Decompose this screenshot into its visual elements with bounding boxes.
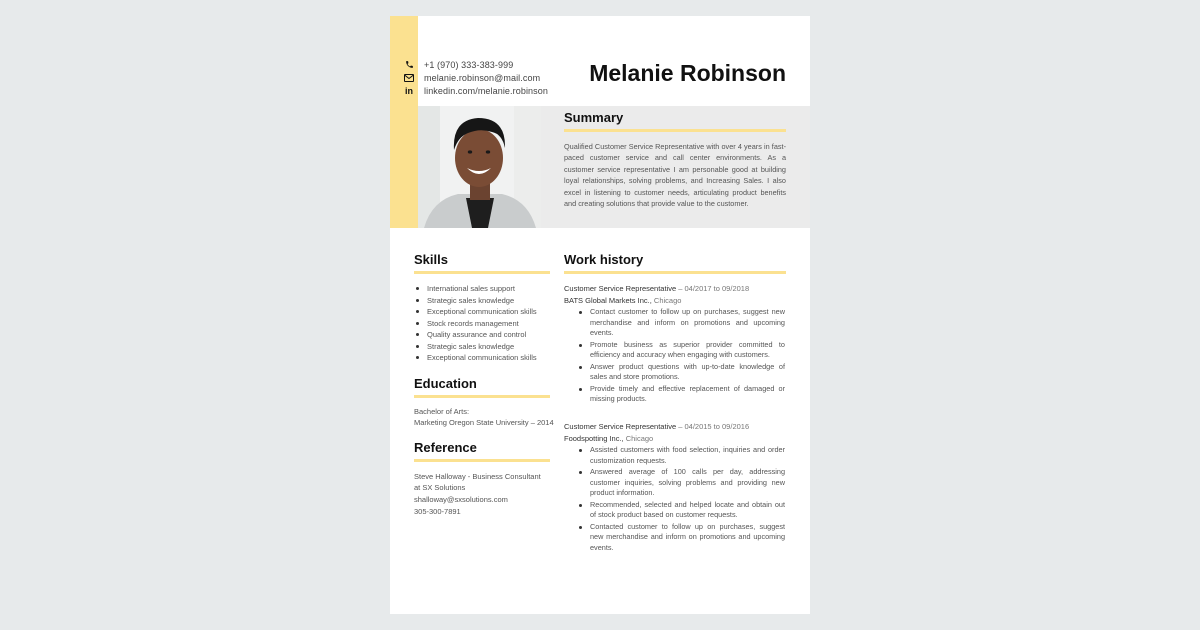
phone-icon [402,58,416,71]
education-underline [414,395,550,398]
linkedin-text: linkedin.com/melanie.robinson [424,85,548,96]
contact-block [402,58,548,97]
job-2-title [564,421,749,432]
job-1-responsibilities [578,307,785,406]
summary-title: Summary [564,110,624,125]
list-item: Exceptional communication skills [415,352,537,364]
candidate-name: Melanie Robinson [589,60,786,86]
list-item: Answer product questions with up-to-date knowledge of sales and store promotions. [578,362,785,383]
education-title: Education [414,376,477,391]
summary-text: Qualified Customer Service Representative with over 4 years in fast-paced customer service and call center environments. As a customer service representative I am personable good at building loyal relationships, solving problems, and Increasing Sales. I also excel in listening to customer needs, articulating product benefits and creating solutions that provide value to the customer. [564,142,786,209]
skills-underline [414,271,550,274]
job-dates: – 04/2015 to 09/2016 [676,422,750,431]
mail-icon [402,71,416,84]
job-location: Chicago [623,434,654,443]
work-history-title: Work history [564,252,644,267]
contact-email-row [402,71,548,84]
list-item: Answered average of 100 calls per day, addressing customer inquiries, solving problems and providing new product information. [578,467,785,499]
skills-title: Skills [414,252,448,267]
job-dates: – 04/2017 to 09/2018 [676,284,750,293]
list-item: Stock records management [415,318,537,330]
list-item: Assisted customers with food selection, inquiries and order customization requests. [578,445,785,466]
accent-bar [390,16,418,228]
job-company: BATS Global Markets Inc., [564,296,652,305]
resume-page [390,16,810,614]
list-item: Contact customer to follow up on purchases, suggest new merchandise and inform on promotions and upcoming events. [578,307,785,339]
work-history-underline [564,271,786,274]
linkedin-icon: in [405,85,413,96]
education-degree: Bachelor of Arts: [414,407,470,416]
job-role: Customer Service Representative [564,284,677,293]
list-item: Quality assurance and control [415,329,537,341]
contact-phone-row [402,58,548,71]
reference-name: Steve Halloway - Business Consultant [414,472,541,481]
job-1-company [564,295,681,306]
job-location: Chicago [651,296,682,305]
list-item: Strategic sales knowledge [415,341,537,353]
contact-linkedin-row [402,84,548,97]
phone-text: +1 (970) 333-383-999 [424,59,514,70]
job-1-title [564,283,749,294]
education-school: Marketing Oregon State University – 2014 [414,418,554,427]
reference-title: Reference [414,440,477,455]
reference-underline [414,459,550,462]
email-text: melanie.robinson@mail.com [424,72,541,83]
job-2-company [564,433,653,444]
list-item: Promote business as superior provider committed to efficiency and accuracy when engaging with customers. [578,340,785,361]
job-company: Foodspotting Inc., [564,434,624,443]
reference-email: shalloway@sxsolutions.com [414,495,508,504]
skills-list [415,283,537,364]
list-item: Contacted customer to follow up on purchases, suggest new merchandise and inform on promotions and upcoming events. [578,522,785,554]
reference-company: at SX Solutions [414,483,466,492]
job-2-responsibilities [578,445,785,554]
job-role: Customer Service Representative [564,422,677,431]
list-item: International sales support [415,283,537,295]
list-item: Strategic sales knowledge [415,295,537,307]
list-item: Exceptional communication skills [415,306,537,318]
reference-phone: 305-300-7891 [414,507,461,516]
profile-photo [418,106,541,228]
list-item: Provide timely and effective replacement of damaged or missing products. [578,384,785,405]
list-item: Recommended, selected and helped locate and obtain out of stock product based on customer requests. [578,500,785,521]
summary-underline [564,129,786,132]
